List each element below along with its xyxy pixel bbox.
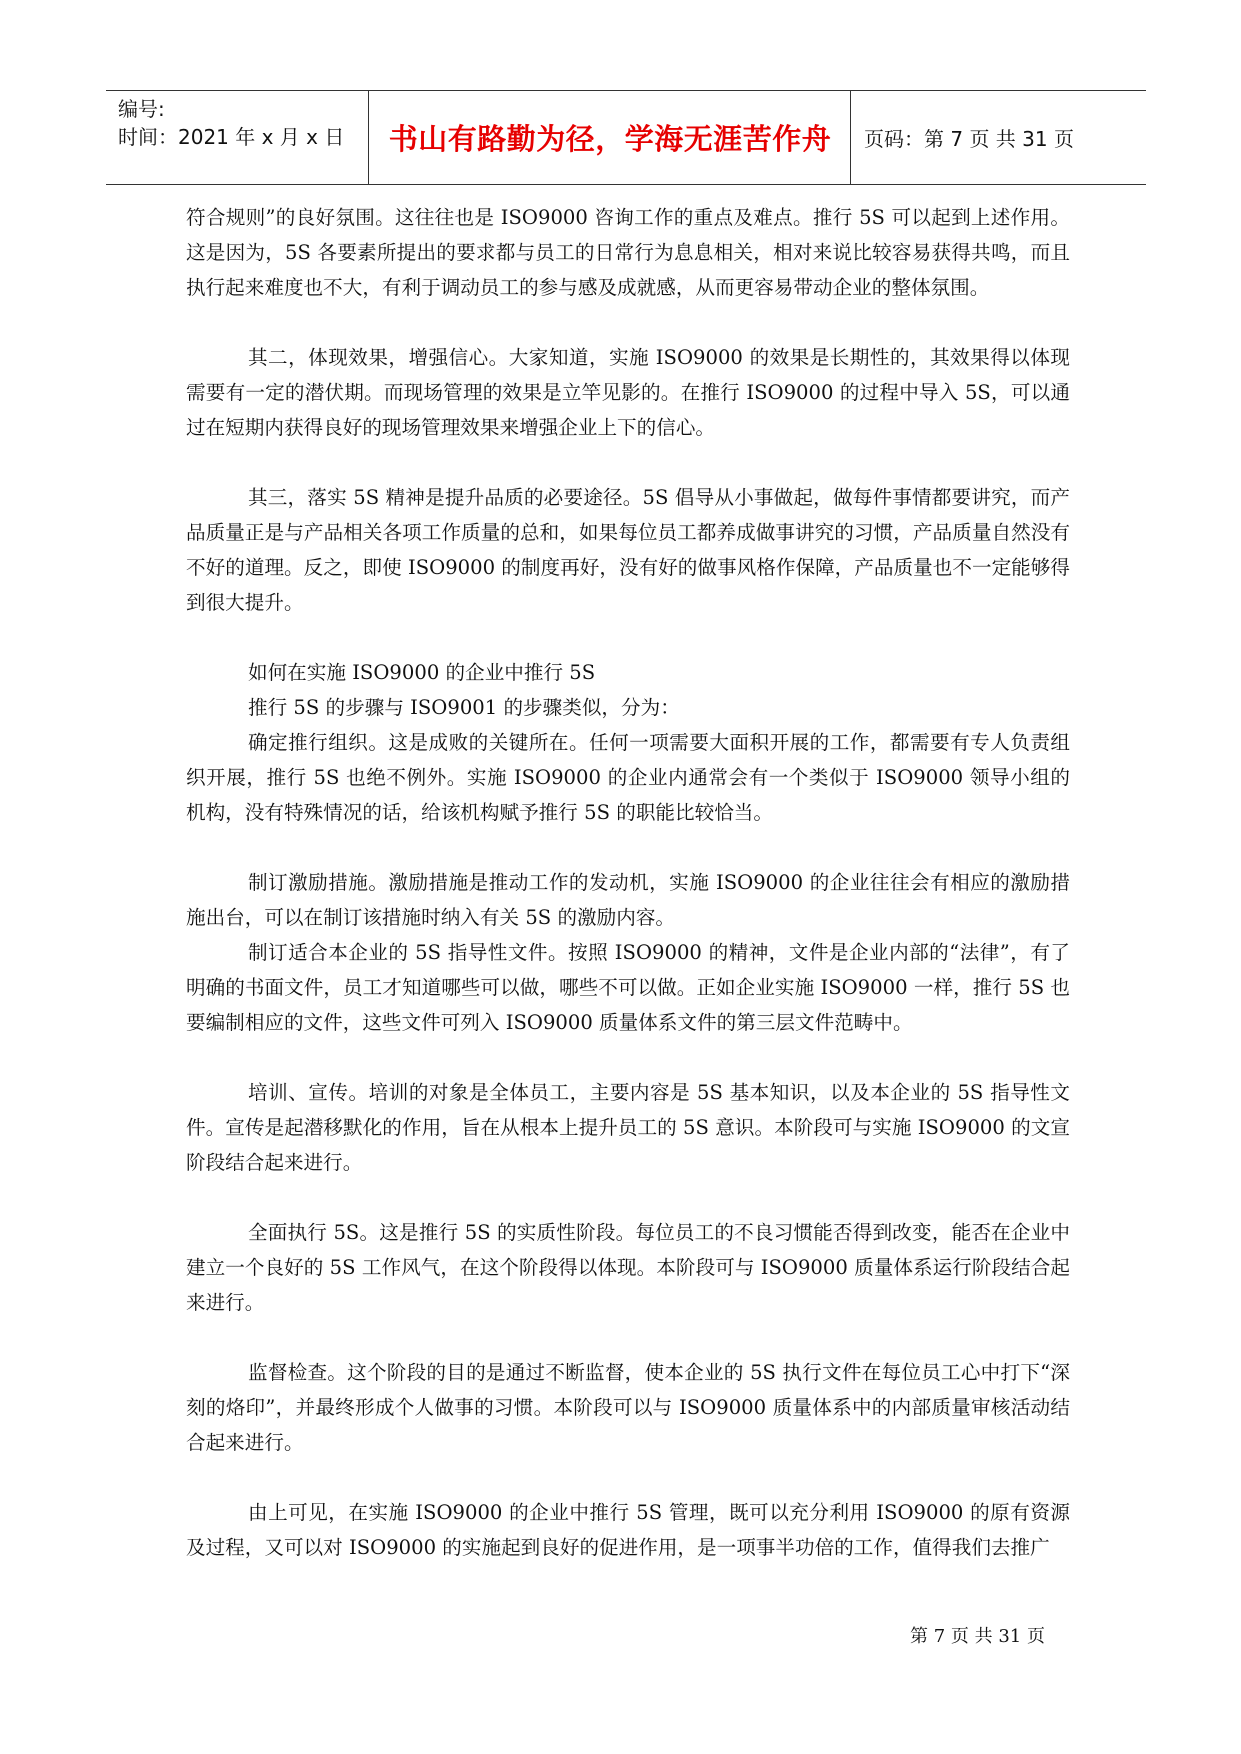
paragraph: 培训、宣传。培训的对象是全体员工，主要内容是 5S 基本知识，以及本企业的 5S 指导性文件。宣传是起潜移默化的作用，旨在从根本上提升员工的 5S 意识。本阶段可与实施 ISO9000 的文宣阶段结合起来进行。: [186, 1081, 1070, 1174]
paragraph: 由上可见，在实施 ISO9000 的企业中推行 5S 管理，既可以充分利用 ISO9000 的原有资源及过程，又可以对 ISO9000 的实施起到良好的促进作用，是一项事半功倍的工作，值得我们去推广: [186, 1501, 1070, 1559]
paragraph: 推行 5S 的步骤与 ISO9001 的步骤类似，分为：: [248, 696, 680, 719]
document-body: [186, 200, 1070, 1565]
paragraph: 监督检查。这个阶段的目的是通过不断监督，使本企业的 5S 执行文件在每位员工心中打下“深刻的烙印”，并最终形成个人做事的习惯。本阶段可以与 ISO9000 质量体系中的内部质量审核活动结合起来进行。: [186, 1361, 1070, 1454]
page-header: [106, 90, 1146, 185]
paragraph: 制订适合本企业的 5S 指导性文件。按照 ISO9000 的精神，文件是企业内部的“法律”，有了明确的书面文件，员工才知道哪些可以做，哪些不可以做。正如企业实施 ISO9000 一样，推行 5S 也要编制相应的文件，这些文件可列入 ISO9000 质量体系文件的第三层文件范畴中。: [186, 941, 1070, 1034]
paragraph: 制订激励措施。激励措施是推动工作的发动机，实施 ISO9000 的企业往往会有相应的激励措施出台，可以在制订该措施时纳入有关 5S 的激励内容。: [186, 871, 1070, 929]
header-meta: [106, 91, 369, 184]
paragraph: 全面执行 5S。这是推行 5S 的实质性阶段。每位员工的不良习惯能否得到改变，能否在企业中建立一个良好的 5S 工作风气，在这个阶段得以体现。本阶段可与 ISO9000 质量体系运行阶段结合起来进行。: [186, 1221, 1070, 1314]
motto-text: 书山有路勤为径，学海无涯苦作舟: [388, 122, 832, 156]
header-page-cell: [852, 91, 1146, 184]
paragraph: 其三，落实 5S 精神是提升品质的必要途径。5S 倡导从小事做起，做每件事情都要讲究，而产品质量正是与产品相关各项工作质量的总和，如果每位员工都养成做事讲究的习惯，产品质量自然没有不好的道理。反之，即使 ISO9000 的制度再好，没有好的做事风格作保障，产品质量也不一定能够得到很大提升。: [186, 486, 1070, 614]
paragraph: 符合规则”的良好氛围。这往往也是 ISO9000 咨询工作的重点及难点。推行 5S 可以起到上述作用。这是因为，5S 各要素所提出的要求都与员工的日常行为息息相关，相对来说比较容易获得共鸣，而且执行起来难度也不大，有利于调动员工的参与感及成就感，从而更容易带动企业的整体氛围。: [186, 206, 1070, 299]
number-label: 编号:: [118, 97, 165, 121]
header-motto-cell: [370, 91, 851, 184]
section-heading: 如何在实施 ISO9000 的企业中推行 5S: [248, 661, 596, 684]
time-label: 时间：2021 年 x 月 x 日: [118, 125, 345, 149]
page-footer: 第 7 页 共 31 页: [910, 1626, 1045, 1647]
paragraph: 确定推行组织。这是成败的关键所在。任何一项需要大面积开展的工作，都需要有专人负责组织开展，推行 5S 也绝不例外。实施 ISO9000 的企业内通常会有一个类似于 ISO9000 领导小组的机构，没有特殊情况的话，给该机构赋予推行 5S 的职能比较恰当。: [186, 731, 1070, 824]
paragraph: 其二，体现效果，增强信心。大家知道，实施 ISO9000 的效果是长期性的，其效果得以体现需要有一定的潜伏期。而现场管理的效果是立竿见影的。在推行 ISO9000 的过程中导入 5S，可以通过在短期内获得良好的现场管理效果来增强企业上下的信心。: [186, 346, 1070, 439]
page-number-label: 页码：第 7 页 共 31 页: [864, 127, 1074, 151]
